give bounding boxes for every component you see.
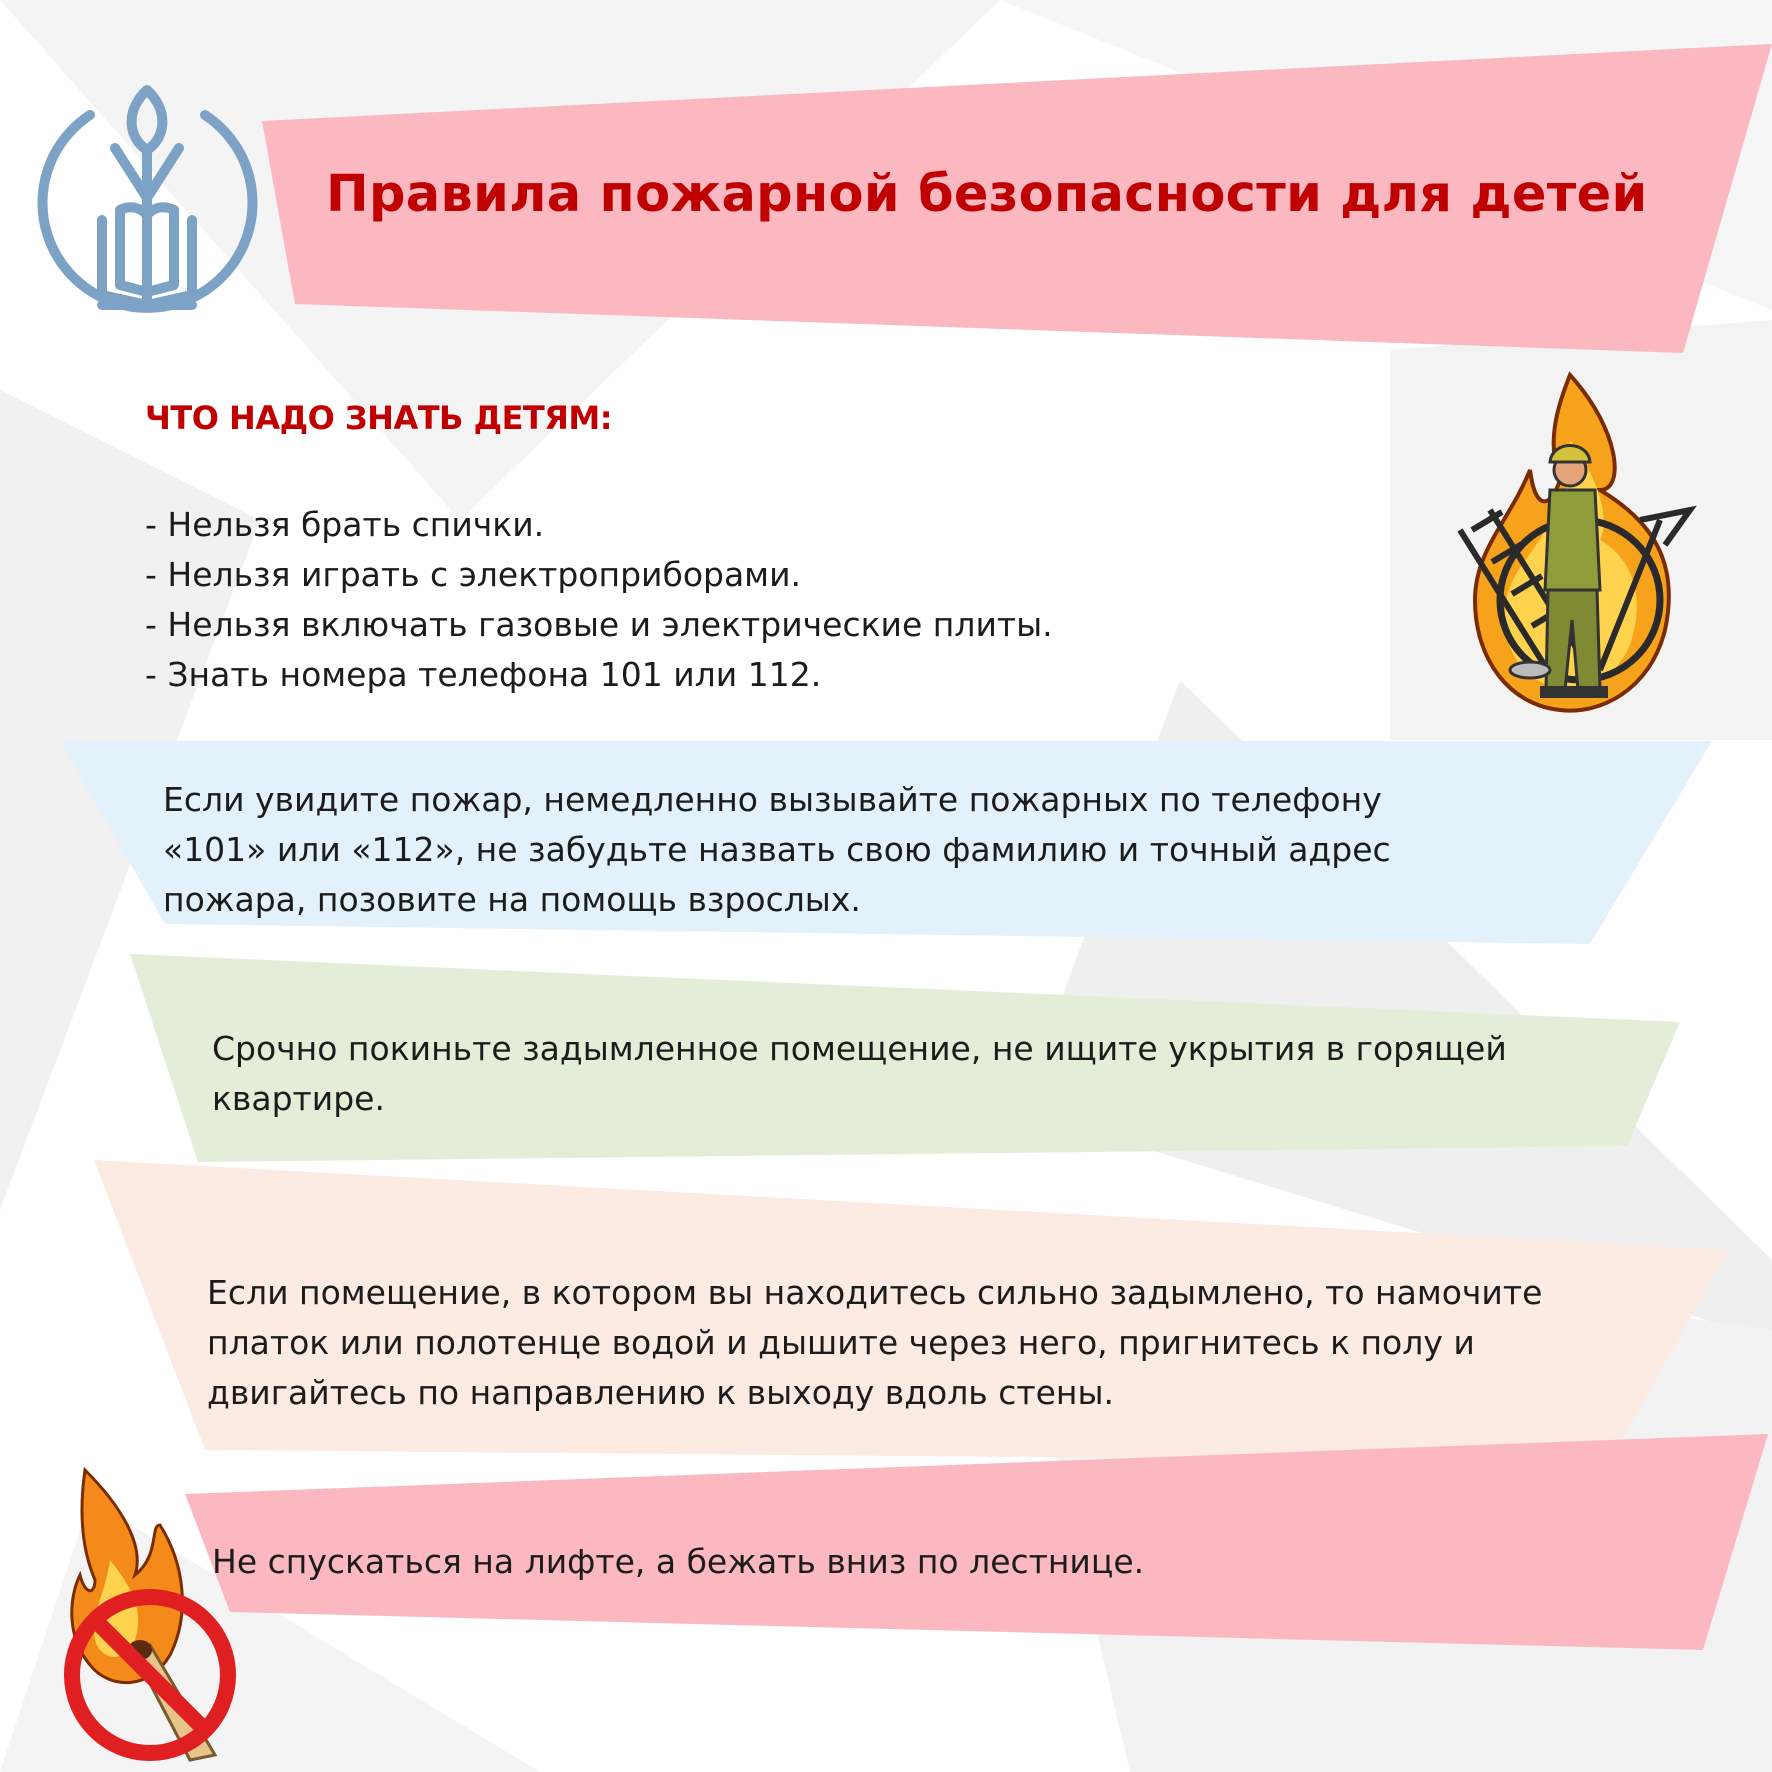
list-item: - Нельзя играть с электроприборами. [145, 555, 802, 594]
rules-list [145, 500, 1053, 700]
list-item: - Знать номера телефона 101 или 112. [145, 655, 822, 694]
no-matches-icon [50, 1465, 250, 1765]
rule-text: Не спускаться на лифте, а бежать вниз по лестнице. [212, 1542, 1145, 1581]
section-heading: ЧТО НАДО ЗНАТЬ ДЕТЯМ: [145, 399, 613, 437]
firefighter-icon [1450, 370, 1710, 720]
school-book-flower-logo-icon [30, 80, 265, 315]
page-title: Правила пожарной безопасности для детей [326, 165, 1648, 224]
rule-text: Если увидите пожар, немедленно вызывайте пожарных по телефону «101» или «112», не забудьте назвать свою фамилию и точный адрес пожара, позовите на помощь взрослых. [163, 780, 1391, 919]
rule-text: Если помещение, в котором вы находитесь сильно задымлено, то намочите платок или полотенце водой и дышите через него, пригнитесь к полу и двигайтесь по направлению к выходу вдоль стены. [207, 1273, 1543, 1412]
list-item: - Нельзя включать газовые и электрические плиты. [145, 605, 1053, 644]
rule-text: Срочно покиньте задымленное помещение, не ищите укрытия в горящей квартире. [212, 1029, 1507, 1118]
list-item: - Нельзя брать спички. [145, 505, 545, 544]
